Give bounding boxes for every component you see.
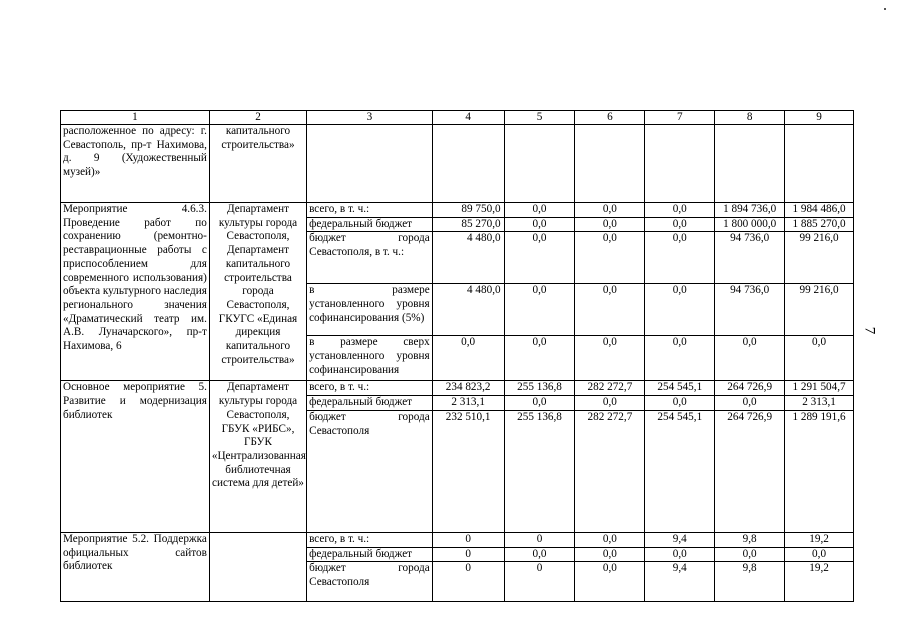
value-cell: 0,0 bbox=[575, 203, 645, 218]
value-cell: 255 136,8 bbox=[504, 381, 575, 396]
funding-source: в размере установленного уровня софинансирования (5%) bbox=[307, 284, 433, 336]
value-cell: 0,0 bbox=[575, 232, 645, 284]
value-cell: 0,0 bbox=[645, 284, 715, 336]
header-cell: 6 bbox=[575, 111, 645, 125]
value-cell: 4 480,0 bbox=[432, 284, 504, 336]
header-cell: 9 bbox=[785, 111, 854, 125]
value-cell: 0,0 bbox=[645, 396, 715, 411]
value-cell: 0,0 bbox=[645, 217, 715, 232]
table-row bbox=[61, 381, 854, 396]
scan-mark bbox=[884, 8, 886, 10]
measure-name: Мероприятие 5.2. Поддержка официальных сайтов библиотек bbox=[61, 532, 210, 601]
value-cell: 282 272,7 bbox=[575, 410, 645, 532]
value-cell: 0,0 bbox=[504, 217, 575, 232]
funding-source: всего, в т. ч.: bbox=[307, 381, 433, 396]
empty-cell bbox=[307, 125, 433, 203]
value-cell: 1 885 270,0 bbox=[785, 217, 854, 232]
empty-cell bbox=[785, 125, 854, 203]
empty-cell bbox=[715, 125, 785, 203]
header-row bbox=[61, 111, 854, 125]
funding-source: всего, в т. ч.: bbox=[307, 532, 433, 547]
funding-source: бюджет города Севастополя bbox=[307, 410, 433, 532]
value-cell: 0,0 bbox=[504, 547, 575, 562]
value-cell: 1 984 486,0 bbox=[785, 203, 854, 218]
value-cell: 94 736,0 bbox=[715, 284, 785, 336]
value-cell: 0,0 bbox=[715, 336, 785, 381]
value-cell: 232 510,1 bbox=[432, 410, 504, 532]
value-cell: 254 545,1 bbox=[645, 410, 715, 532]
value-cell: 254 545,1 bbox=[645, 381, 715, 396]
value-cell: 0 bbox=[432, 562, 504, 602]
value-cell: 1 894 736,0 bbox=[715, 203, 785, 218]
value-cell: 0 bbox=[432, 532, 504, 547]
value-cell: 0,0 bbox=[575, 562, 645, 602]
executor-name: капитального строительства» bbox=[209, 125, 306, 203]
empty-cell bbox=[645, 125, 715, 203]
table-row bbox=[61, 125, 854, 203]
value-cell: 234 823,2 bbox=[432, 381, 504, 396]
value-cell: 0,0 bbox=[715, 396, 785, 411]
value-cell: 2 313,1 bbox=[432, 396, 504, 411]
value-cell: 19,2 bbox=[785, 532, 854, 547]
value-cell: 85 270,0 bbox=[432, 217, 504, 232]
header-cell: 4 bbox=[432, 111, 504, 125]
header-cell: 1 bbox=[61, 111, 210, 125]
funding-source: бюджет города Севастополя bbox=[307, 562, 433, 602]
value-cell: 1 800 000,0 bbox=[715, 217, 785, 232]
header-cell: 3 bbox=[307, 111, 433, 125]
value-cell: 0,0 bbox=[645, 336, 715, 381]
value-cell: 0,0 bbox=[645, 547, 715, 562]
value-cell: 99 216,0 bbox=[785, 284, 854, 336]
header-cell: 5 bbox=[504, 111, 575, 125]
table-row bbox=[61, 532, 854, 547]
value-cell: 9,4 bbox=[645, 562, 715, 602]
measure-name: Мероприятие 4.6.3. Проведение работ по сохранению (ремонтно-реставрационные работы с приспособлением для современного использования) объекта культурного наследия регионального значения «Драматический театр им. А.В. Луначарского», пр-т Нахимова, 6 bbox=[61, 203, 210, 381]
empty-cell bbox=[575, 125, 645, 203]
value-cell: 9,8 bbox=[715, 532, 785, 547]
value-cell: 0,0 bbox=[432, 336, 504, 381]
table-row bbox=[61, 203, 854, 218]
value-cell: 0,0 bbox=[785, 547, 854, 562]
value-cell: 4 480,0 bbox=[432, 232, 504, 284]
executor-name bbox=[209, 532, 306, 601]
header-cell: 2 bbox=[209, 111, 306, 125]
funding-source: федеральный бюджет bbox=[307, 217, 433, 232]
value-cell: 0,0 bbox=[715, 547, 785, 562]
value-cell: 89 750,0 bbox=[432, 203, 504, 218]
value-cell: 0,0 bbox=[785, 336, 854, 381]
value-cell: 1 291 504,7 bbox=[785, 381, 854, 396]
value-cell: 1 289 191,6 bbox=[785, 410, 854, 532]
value-cell: 0 bbox=[504, 532, 575, 547]
executor-name: Департамент культуры города Севастополя, ГБУК «РИБС», ГБУК «Централизованная библиотечная система для детей» bbox=[209, 381, 306, 532]
value-cell: 0,0 bbox=[575, 217, 645, 232]
funding-source: федеральный бюджет bbox=[307, 396, 433, 411]
value-cell: 282 272,7 bbox=[575, 381, 645, 396]
value-cell: 0,0 bbox=[575, 532, 645, 547]
value-cell: 9,4 bbox=[645, 532, 715, 547]
funding-source: бюджет города Севастополя, в т. ч.: bbox=[307, 232, 433, 284]
value-cell: 19,2 bbox=[785, 562, 854, 602]
value-cell: 0,0 bbox=[575, 336, 645, 381]
value-cell: 255 136,8 bbox=[504, 410, 575, 532]
empty-cell bbox=[432, 125, 504, 203]
value-cell: 2 313,1 bbox=[785, 396, 854, 411]
header-cell: 7 bbox=[645, 111, 715, 125]
value-cell: 0,0 bbox=[504, 284, 575, 336]
value-cell: 0,0 bbox=[575, 396, 645, 411]
budget-table bbox=[60, 110, 854, 602]
funding-source: федеральный бюджет bbox=[307, 547, 433, 562]
value-cell: 0,0 bbox=[645, 232, 715, 284]
value-cell: 0 bbox=[432, 547, 504, 562]
empty-cell bbox=[504, 125, 575, 203]
value-cell: 94 736,0 bbox=[715, 232, 785, 284]
value-cell: 0,0 bbox=[504, 232, 575, 284]
value-cell: 0,0 bbox=[504, 396, 575, 411]
page-number: 7 bbox=[861, 326, 878, 335]
value-cell: 0,0 bbox=[504, 203, 575, 218]
value-cell: 264 726,9 bbox=[715, 381, 785, 396]
value-cell: 0,0 bbox=[504, 336, 575, 381]
executor-name: Департамент культуры города Севастополя, Департамент капитального строительства города Севастополя, ГКУГС «Единая дирекция капитального строительства» bbox=[209, 203, 306, 381]
funding-source: всего, в т. ч.: bbox=[307, 203, 433, 218]
funding-source: в размере сверх установленного уровня софинансирования bbox=[307, 336, 433, 381]
value-cell: 9,8 bbox=[715, 562, 785, 602]
value-cell: 99 216,0 bbox=[785, 232, 854, 284]
value-cell: 0,0 bbox=[575, 284, 645, 336]
measure-name: Основное мероприятие 5. Развитие и модернизация библиотек bbox=[61, 381, 210, 532]
measure-name: расположенное по адресу: г. Севастополь, пр-т Нахимова, д. 9 (Художественный музей)» bbox=[61, 125, 210, 203]
value-cell: 264 726,9 bbox=[715, 410, 785, 532]
value-cell: 0,0 bbox=[645, 203, 715, 218]
value-cell: 0 bbox=[504, 562, 575, 602]
header-cell: 8 bbox=[715, 111, 785, 125]
value-cell: 0,0 bbox=[575, 547, 645, 562]
